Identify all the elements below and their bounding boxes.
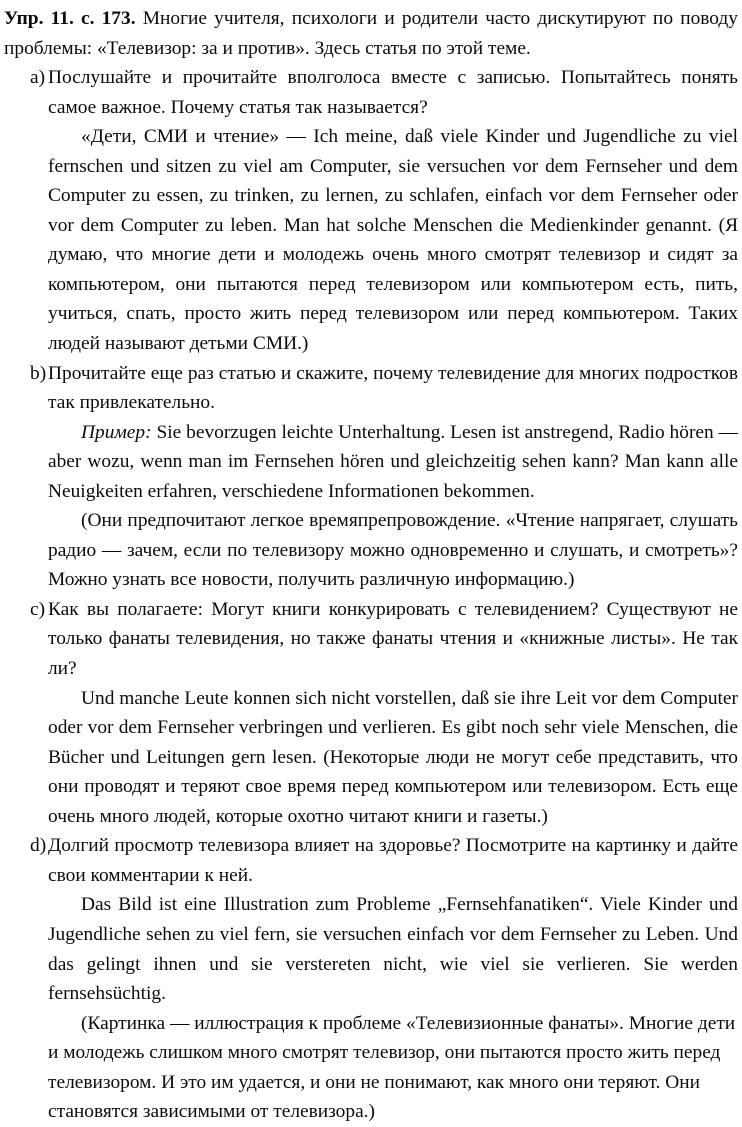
exercise-label: Упр. 11. с. 173. xyxy=(4,8,136,29)
exercise-body xyxy=(0,4,742,1127)
exercise-item-a xyxy=(0,63,742,122)
item-a-body-1: «Дети, СМИ и чтение» — Ich meine, daß viele Kinder und Jugendliche zu viel fernschen und sitzen zu viel am Computer, sie versuchen vor dem Fernseher und dem Computer zu essen, zu trinken, zu lernen, zu schlafen, einfach vor dem Fernseher oder vor dem Computer zu leben. Man hat solche Menschen die Medienkinder genannt. (Я думаю, что многие дети и молодежь очень много смотрят телевизор и сидят за компьютером, они пытаются перед телевизором или компьютером есть, пить, учиться, спать, просто жить перед телевизором или перед компьютером. Таких людей называют детьми СМИ.) xyxy=(48,126,738,355)
exercise-item-c xyxy=(0,595,742,684)
item-marker-d: d) xyxy=(30,835,47,857)
item-prompt-b: Прочитайте еще раз статью и скажите, почему телевидение для многих подростков так привлекательно. xyxy=(48,362,738,414)
item-marker-c: c) xyxy=(30,598,46,620)
item-prompt-d: Долгий просмотр телевизора влияет на здоровье? Посмотрите на картинку и дайте свои комментарии к ней. xyxy=(48,835,738,886)
exercise-item-d xyxy=(0,831,742,890)
item-marker-a: a) xyxy=(30,67,46,89)
item-b-example xyxy=(0,418,742,507)
item-d-body-1: Das Bild ist eine Illustration zum Probleme „Fernsehfanatiken“. Viele Kinder und Jugendliche sehen zu viel fern, sie versuchen einfach vor dem Fernseher zu Leben. Und das gelingt ihnen und sie verstereten nicht, wie viel sie verlieren. Sie werden fernsehsüchtig. xyxy=(48,894,738,1005)
item-d-body-2: (Картинка — иллюстрация к проблеме «Телевизионные фанаты». Многие дети и молодежь слишком много смотрят телевизор, они пытаются просто жить перед телевизором. И это им удается, и они не понимают, как много они теряют. Они становятся зависимыми от телевизора.) xyxy=(48,1012,736,1123)
exercise-item-b xyxy=(0,359,742,418)
item-prompt-a: Послушайте и прочитайте вполголоса вместе с записью. Попытайтесь понять самое важное. Почему статья так называется? xyxy=(48,67,738,118)
item-prompt-c: Как вы полагаете: Могут книги конкурировать с телевидением? Существуют не только фанаты телевидения, но также фанаты чтения и «книжные листы». Не так ли? xyxy=(48,598,738,680)
example-label: Пример: xyxy=(81,421,152,443)
item-c-body-1: Und manche Leute konnen sich nicht vorstellen, daß sie ihre Leit vor dem Computer oder vor dem Fernseher verbringen und verlieren. Es gibt noch sehr viele Menschen, die Bücher und Leitungen gern lesen. (Некоторые люди не могут себе представить, что они проводят и теряют свое время перед компьютером или телевизором. Есть еще очень много людей, которые охотно читают книги и газеты.) xyxy=(48,687,738,827)
exercise-intro-text: Многие учителя, психологи и родители часто дискутируют по поводу проблемы: «Телевизор: за и против». Здесь статья по этой теме. xyxy=(4,8,738,59)
item-b-body-1: Sie bevorzugen leichte Unterhaltung. Lesen ist anstregend, Radio hören — aber wozu, wenn man im Fernsehen hören und gleichzeitig sehen kann? Man kann alle Neuigkeiten erfahren, verschiedene Informationen bekommen. xyxy=(48,421,738,502)
exercise-intro xyxy=(0,4,742,63)
item-b-body-2: (Они предпочитают легкое времяпрепровождение. «Чтение напрягает, слушать радио — зачем, если по телевизору можно одновременно и слушать, и смотреть»? Можно узнать все новости, получить различную информацию.) xyxy=(48,510,738,591)
item-marker-b: b) xyxy=(30,362,47,384)
